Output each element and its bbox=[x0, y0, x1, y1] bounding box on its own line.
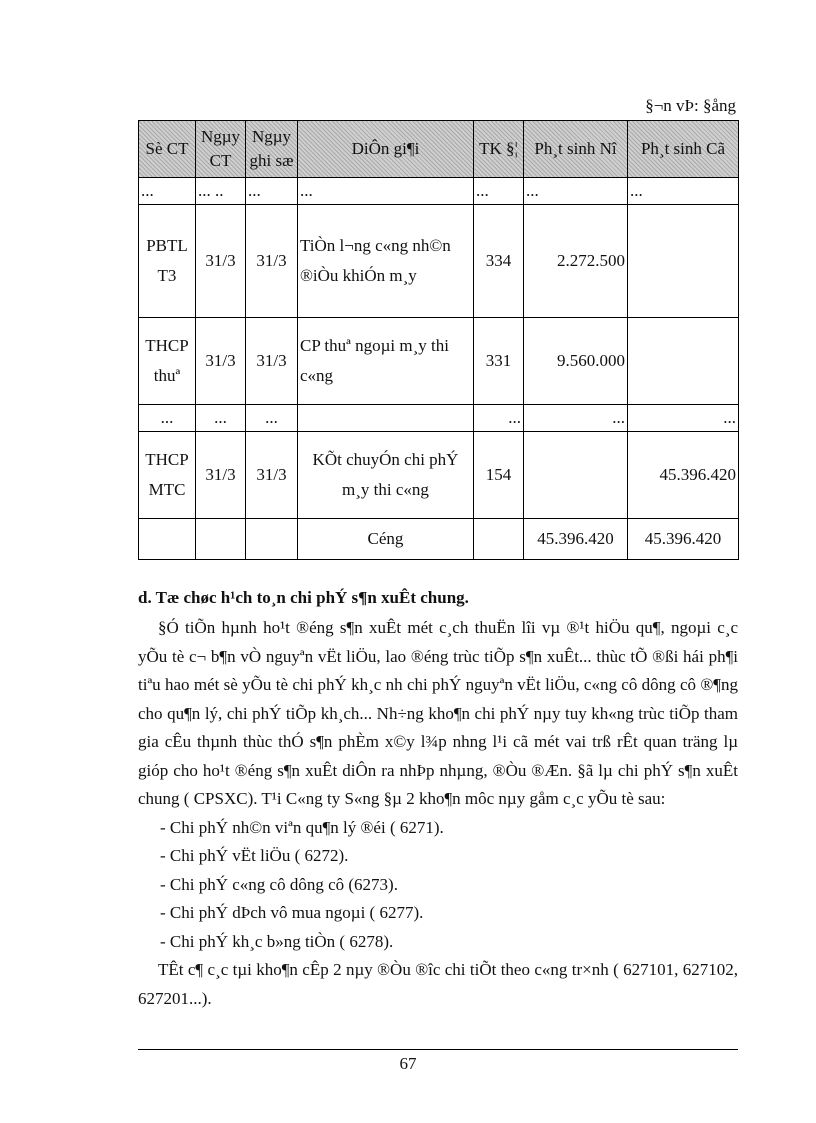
ellipsis-row bbox=[139, 405, 739, 432]
table-cell bbox=[196, 519, 246, 560]
table-cell: ... bbox=[524, 178, 628, 205]
list-item: - Chi phÝ c«ng cô dông cô (6273). bbox=[160, 874, 398, 894]
total-label: Céng bbox=[298, 519, 474, 560]
cost-item-list bbox=[138, 814, 738, 957]
no-cell: 2.272.500 bbox=[524, 205, 628, 318]
table-cell: ... .. bbox=[196, 178, 246, 205]
table-row bbox=[139, 205, 739, 318]
header-phat-sinh-no: Ph¸t sinh Nî bbox=[524, 121, 628, 178]
tk-cell: 331 bbox=[474, 318, 524, 405]
list-item: - Chi phÝ vËt liÖu ( 6272). bbox=[160, 846, 349, 865]
table-cell: ... bbox=[196, 405, 246, 432]
footer-divider bbox=[138, 1049, 738, 1050]
ledger-table bbox=[138, 120, 739, 560]
ngay-ghi-so-cell: 31/3 bbox=[246, 318, 298, 405]
so-ct-cell: THCP MTC bbox=[139, 432, 196, 519]
no-cell bbox=[524, 432, 628, 519]
header-phat-sinh-co: Ph¸t sinh Cã bbox=[628, 121, 739, 178]
list-item: - Chi phÝ nh©n viªn qu¶n lý ®éi ( 6271). bbox=[160, 817, 444, 837]
table-cell: ... bbox=[628, 405, 739, 432]
header-dien-giai: DiÔn gi¶i bbox=[298, 121, 474, 178]
table-cell: ... bbox=[298, 178, 474, 205]
header-so-ct: Sè CT bbox=[139, 121, 196, 178]
section-title: d. Tæ chøc h¹ch to¸n chi phÝ s¶n xuÊt chung. bbox=[138, 588, 469, 607]
table-cell: ... bbox=[474, 405, 524, 432]
paragraph: §Ó tiÕn hµnh ho¹t ®éng s¶n xuÊt mét c¸ch thuËn lîi vµ ®¹t hiÖu qu¶, ngoµi c¸c yÕu tè c¬ b¶n vÒ nguyªn vËt liÖu, lao ®éng trùc tiÕp s¶n xuÊt... thùc tÕ ®ßi hái ph¶i tiªu hao mét sè yÕu tè chi phÝ kh¸c nh chi phÝ nguyªn vËt liÖu, c«ng cô dông cô ®¶ng cho qu¶n lý, chi phÝ tiÕp kh¸ch... Nh÷ng kho¶n chi phÝ nµy tuy kh«ng trùc tiÕp tham gia cÊu thµnh thùc thÓ s¶n phÈm x©y l¾p nhng l¹i cã mét vai trß rÊt quan träng lµ gióp cho ho¹t ®éng s¶n xuÊt diÔn ra nhÞp nhµng, ®Òu ®Æn. §ã lµ chi phÝ s¶n xuÊt chung ( CPSXC). T¹i C«ng ty S«ng §µ 2 kho¶n môc nµy gåm c¸c yÕu tè sau: bbox=[138, 618, 738, 808]
table-cell bbox=[139, 519, 196, 560]
table-cell bbox=[474, 519, 524, 560]
page-number: 67 bbox=[399, 1054, 417, 1073]
table-row bbox=[139, 432, 739, 519]
co-cell bbox=[628, 318, 739, 405]
paragraph: TÊt c¶ c¸c tµi kho¶n cÊp 2 nµy ®Òu ®îc chi tiÕt theo c«ng tr×nh ( 627101, 627102, 627201...). bbox=[138, 960, 738, 1008]
co-cell bbox=[628, 205, 739, 318]
unit-label: §¬n vÞ: §ång bbox=[645, 96, 736, 115]
header-ngay-ghi-so: Ngµy ghi sæ bbox=[246, 121, 298, 178]
co-cell: 45.396.420 bbox=[628, 432, 739, 519]
dien-giai-cell: TiÒn l¬ng c«ng nh©n ®iÒu khiÓn m¸y bbox=[298, 205, 474, 318]
tk-cell: 334 bbox=[474, 205, 524, 318]
body-text bbox=[138, 614, 738, 1013]
tk-cell: 154 bbox=[474, 432, 524, 519]
header-ngay-ct: Ngµy CT bbox=[196, 121, 246, 178]
table-cell: ... bbox=[628, 178, 739, 205]
table-cell bbox=[298, 405, 474, 432]
ngay-ghi-so-cell: 31/3 bbox=[246, 205, 298, 318]
table-cell: ... bbox=[246, 405, 298, 432]
dien-giai-cell: KÕt chuyÓn chi phÝ m¸y thi c«ng bbox=[298, 432, 474, 519]
table-cell: ... bbox=[246, 178, 298, 205]
dien-giai-cell: CP thuª ngoµi m¸y thi c«ng bbox=[298, 318, 474, 405]
table-cell: ... bbox=[524, 405, 628, 432]
total-no: 45.396.420 bbox=[524, 519, 628, 560]
ngay-ct-cell: 31/3 bbox=[196, 432, 246, 519]
table-cell: ... bbox=[474, 178, 524, 205]
header-tk: TK §¦ bbox=[474, 121, 524, 178]
table-cell bbox=[246, 519, 298, 560]
so-ct-cell: PBTL T3 bbox=[139, 205, 196, 318]
header-row bbox=[139, 121, 739, 178]
total-row bbox=[139, 519, 739, 560]
so-ct-cell: THCP thuª bbox=[139, 318, 196, 405]
ngay-ct-cell: 31/3 bbox=[196, 318, 246, 405]
ngay-ct-cell: 31/3 bbox=[196, 205, 246, 318]
ellipsis-row bbox=[139, 178, 739, 205]
ngay-ghi-so-cell: 31/3 bbox=[246, 432, 298, 519]
table-cell: ... bbox=[139, 178, 196, 205]
no-cell: 9.560.000 bbox=[524, 318, 628, 405]
list-item: - Chi phÝ kh¸c b»ng tiÒn ( 6278). bbox=[160, 931, 394, 951]
total-co: 45.396.420 bbox=[628, 519, 739, 560]
table-row bbox=[139, 318, 739, 405]
list-item: - Chi phÝ dÞch vô mua ngoµi ( 6277). bbox=[160, 903, 424, 922]
table-cell: ... bbox=[139, 405, 196, 432]
